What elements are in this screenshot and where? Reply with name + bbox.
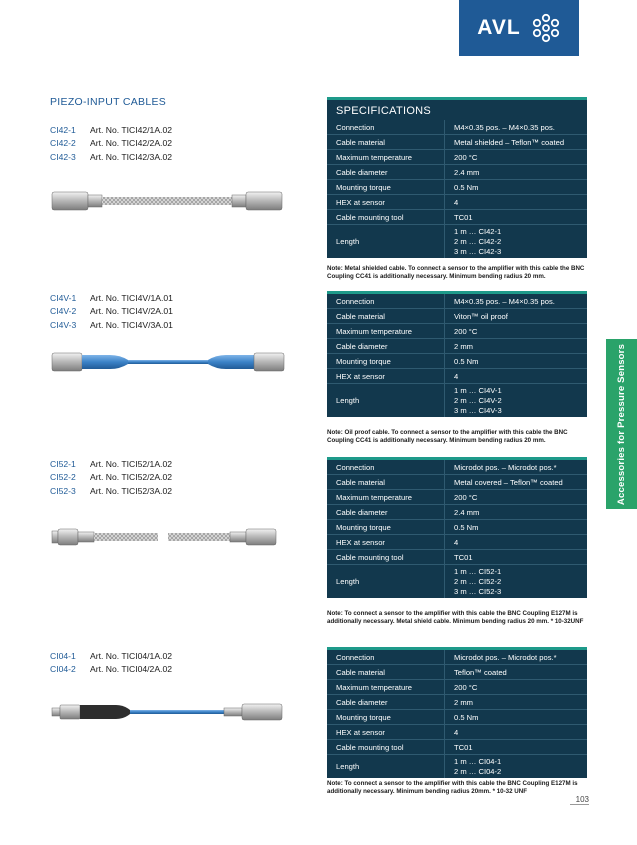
spec-table-ci42 [327, 97, 587, 258]
spec-value: TC01 [445, 550, 588, 565]
spec-key: HEX at sensor [327, 535, 445, 550]
spec-key: Connection [327, 120, 445, 135]
spec-value: 200 °C [445, 490, 588, 505]
length-line: 2 m … CI4V-2 [454, 395, 502, 405]
article-row [50, 650, 172, 663]
article-number: Art. No. TICI42/2A.02 [90, 138, 172, 149]
spec-key: Cable mounting tool [327, 740, 445, 755]
article-id: CI42-3 [50, 151, 76, 162]
spec-key: Connection [327, 460, 445, 475]
article-number: Art. No. TICI52/2A.02 [90, 472, 172, 483]
cable-ci4v-image [50, 347, 286, 377]
spec-length-values [445, 384, 588, 418]
spec-key: Cable material [327, 309, 445, 324]
spec-note: Note: To connect a sensor to the amplifier with this cable the BNC Coupling E127M is additionally necessary. Minimum bending radius 20mm. * 10-32 UNF [327, 780, 578, 795]
spec-value: Microdot pos. – Microdot pos.* [454, 462, 557, 472]
spec-key: Length [327, 225, 445, 259]
article-id: CI04-2 [50, 664, 76, 675]
spec-table-ci52 [327, 457, 587, 598]
spec-value: 200 °C [445, 150, 588, 165]
article-row [50, 124, 172, 137]
cable-ci04-image [50, 697, 286, 727]
length-line: 1 m … CI04-1 [454, 756, 502, 766]
spec-value: Teflon™ coated [445, 665, 588, 680]
spec-value: 2.4 mm [445, 165, 588, 180]
article-id: CI52-1 [50, 459, 76, 469]
spec-value: Metal shielded – Teflon™ coated [445, 135, 588, 150]
spec-note: Note: Oil proof cable. To connect a sensor to the amplifier with this cable the BNC Coupling CC41 is additionally necessary. Minimum bending radius 20 mm. [327, 429, 568, 444]
spec-key: Cable diameter [327, 165, 445, 180]
spec-note: Note: To connect a sensor to the amplifier with this cable the BNC Coupling E127M is additionally necessary. Metal shield cable. Minimum bending radius 20 mm. * 10-32UNF [327, 610, 584, 625]
spec-rows [327, 460, 587, 598]
spec-length-values [445, 225, 588, 259]
spec-value: 0.5 Nm [445, 520, 588, 535]
spec-value: 200 °C [445, 324, 588, 339]
spec-key: Connection [327, 650, 445, 665]
spec-value: Viton™ oil proof [445, 309, 588, 324]
article-number: Art. No. TICI4V/3A.01 [90, 319, 173, 330]
spec-note: Note: Metal shielded cable. To connect a sensor to the amplifier with this cable the BNC Coupling CC41 is additionally necessary. Minimum bending radius 20 mm. [327, 265, 585, 280]
spec-value: TC01 [445, 210, 588, 225]
cable-ci52-image [50, 522, 286, 552]
spec-value: 4 [445, 535, 588, 550]
spec-value: Metal covered – Teflon™ coated [445, 475, 588, 490]
article-row [50, 292, 173, 305]
spec-key: Cable diameter [327, 505, 445, 520]
article-id: CI42-2 [50, 138, 76, 149]
spec-key: Length [327, 565, 445, 599]
spec-key: HEX at sensor [327, 369, 445, 384]
spec-key: Connection [327, 294, 445, 309]
article-number: Art. No. TICI52/3A.02 [90, 485, 172, 496]
spec-key: Mounting torque [327, 354, 445, 369]
article-number: Art. No. TICI04/1A.02 [90, 651, 172, 661]
spec-rows [327, 120, 587, 258]
spec-key: Cable mounting tool [327, 550, 445, 565]
spec-key: Cable material [327, 475, 445, 490]
spec-key: Cable mounting tool [327, 210, 445, 225]
spec-length-values [445, 755, 588, 779]
spec-key: Maximum temperature [327, 324, 445, 339]
spec-key: Length [327, 384, 445, 418]
side-tab [606, 339, 637, 509]
article-row [50, 319, 173, 332]
article-list [50, 124, 172, 164]
article-number: Art. No. TICI4V/1A.01 [90, 293, 173, 303]
article-id: CI4V-2 [50, 306, 77, 317]
length-line: 3 m … CI4V-3 [454, 405, 502, 415]
spec-table-ci04 [327, 647, 587, 778]
article-row [50, 485, 172, 498]
length-line: 2 m … CI42-2 [454, 236, 502, 246]
length-line: 2 m … CI52-2 [454, 576, 502, 586]
spec-key: Cable material [327, 135, 445, 150]
article-number: Art. No. TICI04/2A.02 [90, 664, 172, 675]
spec-key: Maximum temperature [327, 150, 445, 165]
spec-key: Mounting torque [327, 180, 445, 195]
spec-rows [327, 650, 587, 778]
spec-value: 2 mm [445, 695, 588, 710]
article-number: Art. No. TICI52/1A.02 [90, 459, 172, 469]
article-list [50, 650, 172, 677]
article-row [50, 458, 172, 471]
article-row [50, 305, 173, 318]
spec-rows [327, 294, 587, 417]
spec-value: 0.5 Nm [445, 354, 588, 369]
logo-text: AVL [477, 16, 521, 39]
spec-value: 4 [445, 725, 588, 740]
logo-mark-icon [531, 13, 561, 43]
spec-key: Length [327, 755, 445, 779]
length-line: 2 m … CI04-2 [454, 766, 502, 776]
spec-key: Cable material [327, 665, 445, 680]
page-number: 103 [570, 795, 589, 805]
spec-value: 4 [445, 369, 588, 384]
length-line: 3 m … CI42-3 [454, 246, 502, 256]
article-list [50, 458, 172, 498]
spec-key: Cable diameter [327, 339, 445, 354]
spec-table-ci4v [327, 291, 587, 417]
spec-value: 2 mm [445, 339, 588, 354]
length-line: 3 m … CI52-3 [454, 586, 502, 596]
spec-value: 0.5 Nm [445, 180, 588, 195]
article-id: CI4V-1 [50, 293, 77, 303]
spec-key: HEX at sensor [327, 725, 445, 740]
article-number: Art. No. TICI4V/2A.01 [90, 306, 173, 317]
spec-value: 2.4 mm [445, 505, 588, 520]
spec-value: 0.5 Nm [445, 710, 588, 725]
spec-value: TC01 [445, 740, 588, 755]
article-id: CI42-1 [50, 125, 76, 135]
spec-key: Maximum temperature [327, 680, 445, 695]
article-row [50, 137, 172, 150]
article-row [50, 151, 172, 164]
section-title: PIEZO-INPUT CABLES [50, 96, 167, 108]
cable-ci42-image [50, 186, 286, 216]
article-id: CI52-3 [50, 485, 76, 496]
spec-value: Microdot pos. – Microdot pos.* [454, 652, 557, 662]
length-line: 1 m … CI42-1 [454, 226, 502, 236]
article-id: CI4V-3 [50, 319, 77, 330]
article-row [50, 471, 172, 484]
spec-key: Maximum temperature [327, 490, 445, 505]
spec-key: Mounting torque [327, 710, 445, 725]
spec-length-values [445, 565, 588, 599]
length-line: 1 m … CI4V-1 [454, 385, 502, 395]
spec-key: Mounting torque [327, 520, 445, 535]
article-id: CI04-1 [50, 651, 76, 661]
spec-value: M4×0.35 pos. – M4×0.35 pos. [454, 296, 555, 306]
article-row [50, 663, 172, 676]
spec-value: 4 [445, 195, 588, 210]
spec-value: M4×0.35 pos. – M4×0.35 pos. [454, 122, 555, 132]
avl-logo [459, 0, 579, 56]
spec-title: SPECIFICATIONS [336, 105, 432, 117]
article-number: Art. No. TICI42/1A.02 [90, 125, 172, 135]
article-id: CI52-2 [50, 472, 76, 483]
length-line: 1 m … CI52-1 [454, 566, 502, 576]
article-number: Art. No. TICI42/3A.02 [90, 151, 172, 162]
spec-value: 200 °C [445, 680, 588, 695]
spec-key: Cable diameter [327, 695, 445, 710]
article-list [50, 292, 173, 332]
side-tab-label: Accessories for Pressure Sensors [616, 343, 627, 505]
spec-key: HEX at sensor [327, 195, 445, 210]
